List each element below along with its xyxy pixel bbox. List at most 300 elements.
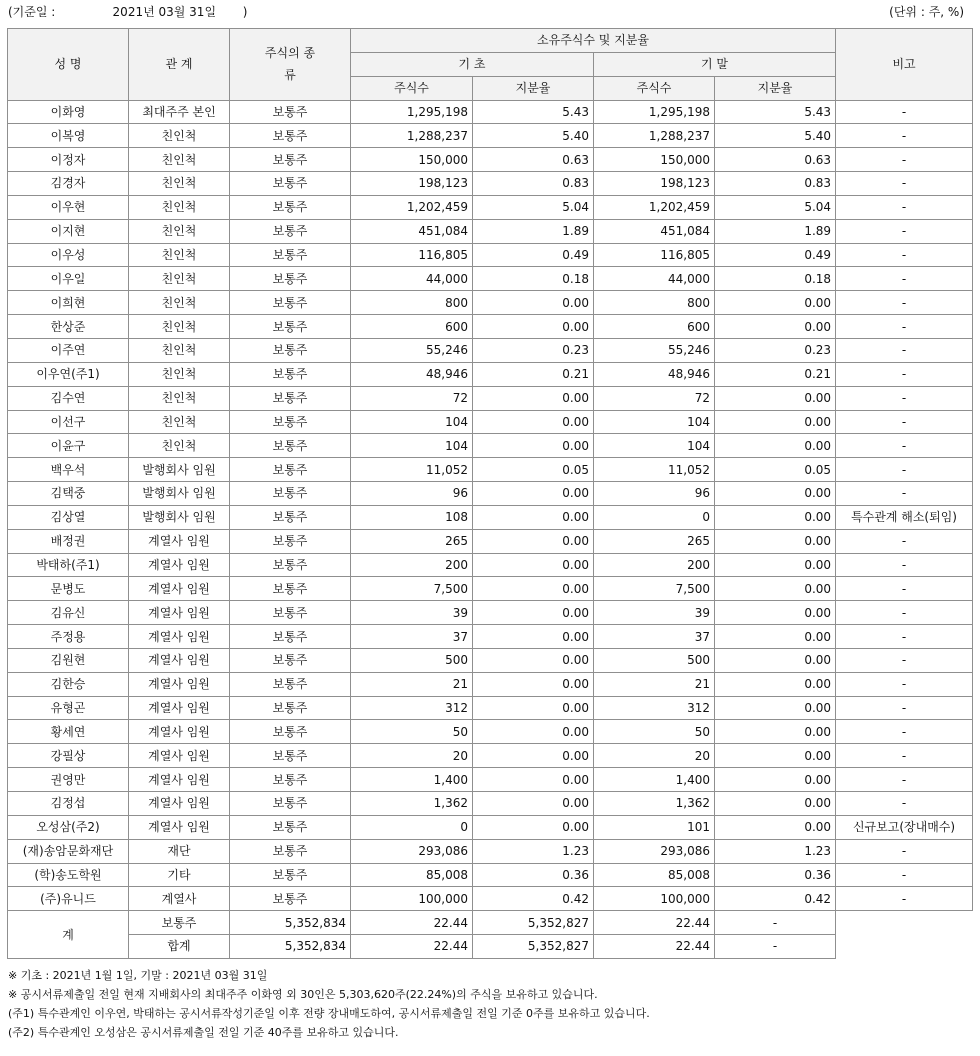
cell-begin-shares: 116,805 [351,243,473,267]
total-end-ratio: 22.44 [594,935,715,959]
cell-end-shares: 265 [594,529,715,553]
cell-begin-shares: 600 [351,315,473,339]
cell-remark: - [836,100,973,124]
cell-begin-shares: 1,295,198 [351,100,473,124]
cell-begin-ratio: 0.00 [473,672,594,696]
cell-begin-ratio: 5.04 [473,195,594,219]
cell-remark: - [836,553,973,577]
cell-end-shares: 100,000 [594,887,715,911]
unit-label: (단위 : 주, %) [889,5,964,19]
cell-relation: 기타 [129,863,230,887]
cell-name: 이윤구 [8,434,129,458]
col-holdings-group-header: 소유주식수 및 지분율 [351,29,836,53]
table-row [8,625,973,649]
cell-stock-type: 보통주 [230,648,351,672]
cell-begin-ratio: 0.00 [473,696,594,720]
cell-relation: 계열사 임원 [129,792,230,816]
footnote: ※ 공시서류제출일 전일 현재 지배회사의 최대주주 이화영 외 30인은 5,303,620주(22.24%)의 주식을 보유하고 있습니다. [8,988,598,1001]
cell-begin-ratio: 0.36 [473,863,594,887]
cell-name: 문병도 [8,577,129,601]
cell-name: (주)유니드 [8,887,129,911]
cell-end-shares: 800 [594,291,715,315]
cell-begin-shares: 293,086 [351,839,473,863]
base-date-label: (기준일 : [8,5,56,19]
cell-relation: 계열사 임원 [129,601,230,625]
cell-relation: 친인척 [129,172,230,196]
cell-begin-shares: 265 [351,529,473,553]
cell-relation: 친인척 [129,219,230,243]
cell-name: 이지현 [8,219,129,243]
cell-end-ratio: 0.00 [715,744,836,768]
cell-begin-ratio: 0.00 [473,553,594,577]
table-row [8,267,973,291]
base-date-value: 2021년 03월 31일 [112,5,217,19]
cell-remark: - [836,792,973,816]
cell-remark: - [836,744,973,768]
cell-remark: 신규보고(장내매수) [836,815,973,839]
table-caption [8,3,968,21]
cell-end-shares: 0 [594,505,715,529]
cell-relation: 친인척 [129,243,230,267]
cell-stock-type: 보통주 [230,792,351,816]
table-row [8,792,973,816]
col-end-shares-header: 주식수 [594,76,715,100]
col-name-header: 성 명 [8,29,129,101]
cell-begin-shares: 72 [351,386,473,410]
cell-begin-shares: 55,246 [351,338,473,362]
table-header [8,29,973,101]
cell-end-shares: 1,295,198 [594,100,715,124]
cell-name: 황세연 [8,720,129,744]
table-row [8,696,973,720]
cell-end-ratio: 0.00 [715,720,836,744]
table-row [8,219,973,243]
cell-name: 김원현 [8,648,129,672]
cell-begin-ratio: 0.00 [473,815,594,839]
cell-relation: 친인척 [129,124,230,148]
cell-end-ratio: 0.05 [715,458,836,482]
cell-remark: - [836,386,973,410]
cell-begin-shares: 44,000 [351,267,473,291]
table-row [8,315,973,339]
cell-begin-ratio: 0.00 [473,601,594,625]
table-row [8,505,973,529]
cell-name: 김한승 [8,672,129,696]
cell-remark: - [836,458,973,482]
cell-begin-ratio: 0.00 [473,625,594,649]
cell-name: 주정용 [8,625,129,649]
cell-relation: 계열사 임원 [129,720,230,744]
cell-end-ratio: 0.00 [715,672,836,696]
cell-remark: - [836,768,973,792]
table-row [8,124,973,148]
table-row [8,482,973,506]
cell-begin-shares: 50 [351,720,473,744]
cell-stock-type: 보통주 [230,863,351,887]
table-row [8,768,973,792]
footnote: (주2) 특수관계인 오성삼은 공시서류제출일 전일 기준 40주를 보유하고 있습니다. [8,1026,399,1039]
cell-end-ratio: 0.00 [715,529,836,553]
cell-end-ratio: 5.43 [715,100,836,124]
cell-end-shares: 20 [594,744,715,768]
cell-stock-type: 보통주 [230,839,351,863]
cell-end-ratio: 0.00 [715,577,836,601]
cell-stock-type: 보통주 [230,362,351,386]
cell-name: 이우현 [8,195,129,219]
col-begin-header: 기 초 [351,52,594,76]
footnote: ※ 기초 : 2021년 1월 1일, 기말 : 2021년 03월 31일 [8,969,268,982]
cell-end-shares: 293,086 [594,839,715,863]
cell-relation: 친인척 [129,434,230,458]
table-row [8,815,973,839]
cell-begin-shares: 104 [351,434,473,458]
cell-end-ratio: 0.36 [715,863,836,887]
cell-stock-type: 보통주 [230,172,351,196]
total-label: 계 [8,911,129,959]
cell-end-shares: 312 [594,696,715,720]
cell-remark: - [836,577,973,601]
table-row [8,458,973,482]
cell-end-ratio: 0.00 [715,386,836,410]
cell-remark: - [836,195,973,219]
total-end-ratio: 22.44 [594,911,715,935]
cell-end-ratio: 0.21 [715,362,836,386]
cell-begin-ratio: 0.00 [473,744,594,768]
cell-relation: 계열사 임원 [129,529,230,553]
cell-begin-shares: 20 [351,744,473,768]
cell-end-ratio: 0.00 [715,792,836,816]
cell-relation: 친인척 [129,148,230,172]
cell-end-shares: 116,805 [594,243,715,267]
cell-remark: - [836,887,973,911]
cell-end-ratio: 0.00 [715,434,836,458]
total-end-shares: 5,352,827 [473,935,594,959]
cell-remark: - [836,625,973,649]
cell-relation: 친인척 [129,362,230,386]
table-row [8,529,973,553]
cell-begin-shares: 108 [351,505,473,529]
table-row [8,386,973,410]
cell-stock-type: 보통주 [230,243,351,267]
cell-relation: 계열사 임원 [129,553,230,577]
cell-relation: 계열사 임원 [129,577,230,601]
cell-begin-shares: 312 [351,696,473,720]
cell-begin-ratio: 0.05 [473,458,594,482]
cell-end-shares: 85,008 [594,863,715,887]
total-remark: - [715,935,836,959]
table-row [8,648,973,672]
cell-end-ratio: 1.23 [715,839,836,863]
cell-stock-type: 보통주 [230,696,351,720]
cell-begin-ratio: 5.43 [473,100,594,124]
cell-remark: - [836,529,973,553]
cell-relation: 친인척 [129,291,230,315]
cell-relation: 친인척 [129,267,230,291]
table-row [8,243,973,267]
cell-end-ratio: 0.00 [715,315,836,339]
table-row [8,887,973,911]
cell-remark: - [836,148,973,172]
cell-begin-shares: 11,052 [351,458,473,482]
cell-end-shares: 44,000 [594,267,715,291]
cell-end-ratio: 0.00 [715,768,836,792]
cell-stock-type: 보통주 [230,219,351,243]
cell-begin-ratio: 0.83 [473,172,594,196]
cell-end-ratio: 0.83 [715,172,836,196]
cell-relation: 계열사 임원 [129,672,230,696]
cell-remark: - [836,648,973,672]
cell-remark: 특수관계 해소(퇴임) [836,505,973,529]
cell-end-shares: 21 [594,672,715,696]
cell-stock-type: 보통주 [230,315,351,339]
cell-relation: 친인척 [129,315,230,339]
shareholders-table [7,28,973,959]
cell-name: (학)송도학원 [8,863,129,887]
cell-end-ratio: 0.00 [715,291,836,315]
table-row [8,291,973,315]
cell-begin-shares: 0 [351,815,473,839]
cell-begin-shares: 7,500 [351,577,473,601]
cell-name: 강필상 [8,744,129,768]
base-date-close: ) [242,5,248,19]
cell-relation: 계열사 임원 [129,744,230,768]
cell-relation: 친인척 [129,410,230,434]
cell-name: 김수연 [8,386,129,410]
cell-begin-ratio: 1.23 [473,839,594,863]
footnotes [8,966,968,1042]
cell-end-shares: 50 [594,720,715,744]
cell-stock-type: 보통주 [230,505,351,529]
table-row [8,863,973,887]
cell-end-ratio: 1.89 [715,219,836,243]
col-begin-shares-header: 주식수 [351,76,473,100]
total-begin-shares: 5,352,834 [230,911,351,935]
cell-begin-ratio: 0.00 [473,648,594,672]
cell-begin-shares: 104 [351,410,473,434]
table-row [8,148,973,172]
cell-end-shares: 600 [594,315,715,339]
cell-remark: - [836,267,973,291]
cell-name: 백우석 [8,458,129,482]
cell-begin-ratio: 0.00 [473,410,594,434]
cell-begin-shares: 1,362 [351,792,473,816]
cell-end-shares: 200 [594,553,715,577]
cell-end-ratio: 0.00 [715,410,836,434]
table-row [8,720,973,744]
cell-stock-type: 보통주 [230,768,351,792]
cell-stock-type: 보통주 [230,195,351,219]
cell-relation: 친인척 [129,195,230,219]
cell-remark: - [836,434,973,458]
cell-begin-shares: 451,084 [351,219,473,243]
cell-relation: 계열사 임원 [129,648,230,672]
cell-stock-type: 보통주 [230,100,351,124]
cell-begin-ratio: 0.00 [473,720,594,744]
cell-begin-shares: 1,202,459 [351,195,473,219]
cell-relation: 계열사 [129,887,230,911]
cell-name: 이선구 [8,410,129,434]
col-begin-ratio-header: 지분율 [473,76,594,100]
cell-relation: 발행회사 임원 [129,458,230,482]
table-row [8,410,973,434]
table-row [8,338,973,362]
cell-begin-shares: 150,000 [351,148,473,172]
cell-name: 이우성 [8,243,129,267]
cell-relation: 발행회사 임원 [129,482,230,506]
cell-begin-ratio: 0.00 [473,386,594,410]
cell-begin-shares: 200 [351,553,473,577]
cell-begin-ratio: 0.42 [473,887,594,911]
cell-end-shares: 101 [594,815,715,839]
table-row [8,744,973,768]
cell-end-shares: 1,362 [594,792,715,816]
cell-name: 김유신 [8,601,129,625]
cell-relation: 계열사 임원 [129,625,230,649]
cell-name: 유형곤 [8,696,129,720]
cell-begin-ratio: 0.00 [473,577,594,601]
cell-begin-shares: 198,123 [351,172,473,196]
total-row [8,911,973,935]
total-row [8,935,973,959]
cell-end-shares: 104 [594,434,715,458]
cell-stock-type: 보통주 [230,887,351,911]
cell-begin-shares: 1,400 [351,768,473,792]
cell-stock-type: 보통주 [230,577,351,601]
cell-stock-type: 보통주 [230,267,351,291]
cell-end-shares: 198,123 [594,172,715,196]
cell-stock-type: 보통주 [230,720,351,744]
cell-end-shares: 37 [594,625,715,649]
cell-begin-shares: 37 [351,625,473,649]
cell-end-shares: 7,500 [594,577,715,601]
col-remark-header: 비고 [836,29,973,101]
cell-begin-ratio: 0.00 [473,792,594,816]
cell-name: 이주연 [8,338,129,362]
table-row [8,195,973,219]
cell-end-shares: 1,202,459 [594,195,715,219]
cell-end-shares: 1,288,237 [594,124,715,148]
cell-end-shares: 96 [594,482,715,506]
cell-stock-type: 보통주 [230,338,351,362]
cell-remark: - [836,839,973,863]
cell-begin-shares: 100,000 [351,887,473,911]
cell-name: 이복영 [8,124,129,148]
cell-end-ratio: 0.00 [715,625,836,649]
cell-begin-shares: 85,008 [351,863,473,887]
cell-relation: 재단 [129,839,230,863]
col-end-header: 기 말 [594,52,836,76]
cell-end-ratio: 0.00 [715,815,836,839]
cell-end-ratio: 0.00 [715,601,836,625]
cell-begin-ratio: 0.00 [473,434,594,458]
table-row [8,839,973,863]
cell-relation: 계열사 임원 [129,768,230,792]
cell-name: 이정자 [8,148,129,172]
total-begin-ratio: 22.44 [351,911,473,935]
cell-end-ratio: 0.18 [715,267,836,291]
cell-begin-ratio: 0.21 [473,362,594,386]
cell-end-ratio: 5.40 [715,124,836,148]
cell-remark: - [836,720,973,744]
cell-name: 김정섭 [8,792,129,816]
cell-stock-type: 보통주 [230,148,351,172]
cell-end-ratio: 0.49 [715,243,836,267]
cell-end-shares: 500 [594,648,715,672]
total-remark: - [715,911,836,935]
cell-remark: - [836,172,973,196]
cell-end-ratio: 0.42 [715,887,836,911]
cell-begin-ratio: 0.23 [473,338,594,362]
cell-end-ratio: 0.00 [715,505,836,529]
cell-relation: 친인척 [129,338,230,362]
cell-begin-shares: 1,288,237 [351,124,473,148]
cell-end-shares: 1,400 [594,768,715,792]
cell-stock-type: 보통주 [230,815,351,839]
cell-stock-type: 보통주 [230,601,351,625]
cell-end-shares: 150,000 [594,148,715,172]
cell-end-shares: 39 [594,601,715,625]
cell-name: 이희현 [8,291,129,315]
cell-begin-shares: 48,946 [351,362,473,386]
cell-begin-shares: 96 [351,482,473,506]
cell-relation: 친인척 [129,386,230,410]
cell-name: 한상준 [8,315,129,339]
cell-remark: - [836,863,973,887]
cell-remark: - [836,124,973,148]
cell-end-shares: 11,052 [594,458,715,482]
table-row [8,577,973,601]
cell-relation: 최대주주 본인 [129,100,230,124]
cell-remark: - [836,482,973,506]
cell-end-shares: 104 [594,410,715,434]
table-row [8,601,973,625]
base-date [8,3,247,21]
cell-stock-type: 보통주 [230,625,351,649]
cell-end-ratio: 0.23 [715,338,836,362]
cell-end-ratio: 0.00 [715,482,836,506]
cell-end-ratio: 0.00 [715,553,836,577]
cell-remark: - [836,696,973,720]
cell-end-shares: 55,246 [594,338,715,362]
cell-stock-type: 보통주 [230,124,351,148]
cell-begin-ratio: 0.00 [473,482,594,506]
cell-stock-type: 보통주 [230,458,351,482]
cell-remark: - [836,601,973,625]
table-row [8,672,973,696]
total-type: 보통주 [129,911,230,935]
cell-end-shares: 48,946 [594,362,715,386]
cell-end-ratio: 5.04 [715,195,836,219]
col-relation-header: 관 계 [129,29,230,101]
cell-remark: - [836,243,973,267]
cell-stock-type: 보통주 [230,744,351,768]
table-row [8,172,973,196]
cell-remark: - [836,291,973,315]
col-stock-type-header: 주식의 종류 [230,29,351,101]
cell-relation: 발행회사 임원 [129,505,230,529]
total-end-shares: 5,352,827 [473,911,594,935]
cell-begin-ratio: 0.00 [473,529,594,553]
cell-remark: - [836,315,973,339]
cell-name: 김택중 [8,482,129,506]
cell-begin-shares: 21 [351,672,473,696]
table-row [8,434,973,458]
cell-stock-type: 보통주 [230,291,351,315]
cell-stock-type: 보통주 [230,529,351,553]
cell-relation: 계열사 임원 [129,696,230,720]
cell-begin-shares: 39 [351,601,473,625]
cell-remark: - [836,338,973,362]
